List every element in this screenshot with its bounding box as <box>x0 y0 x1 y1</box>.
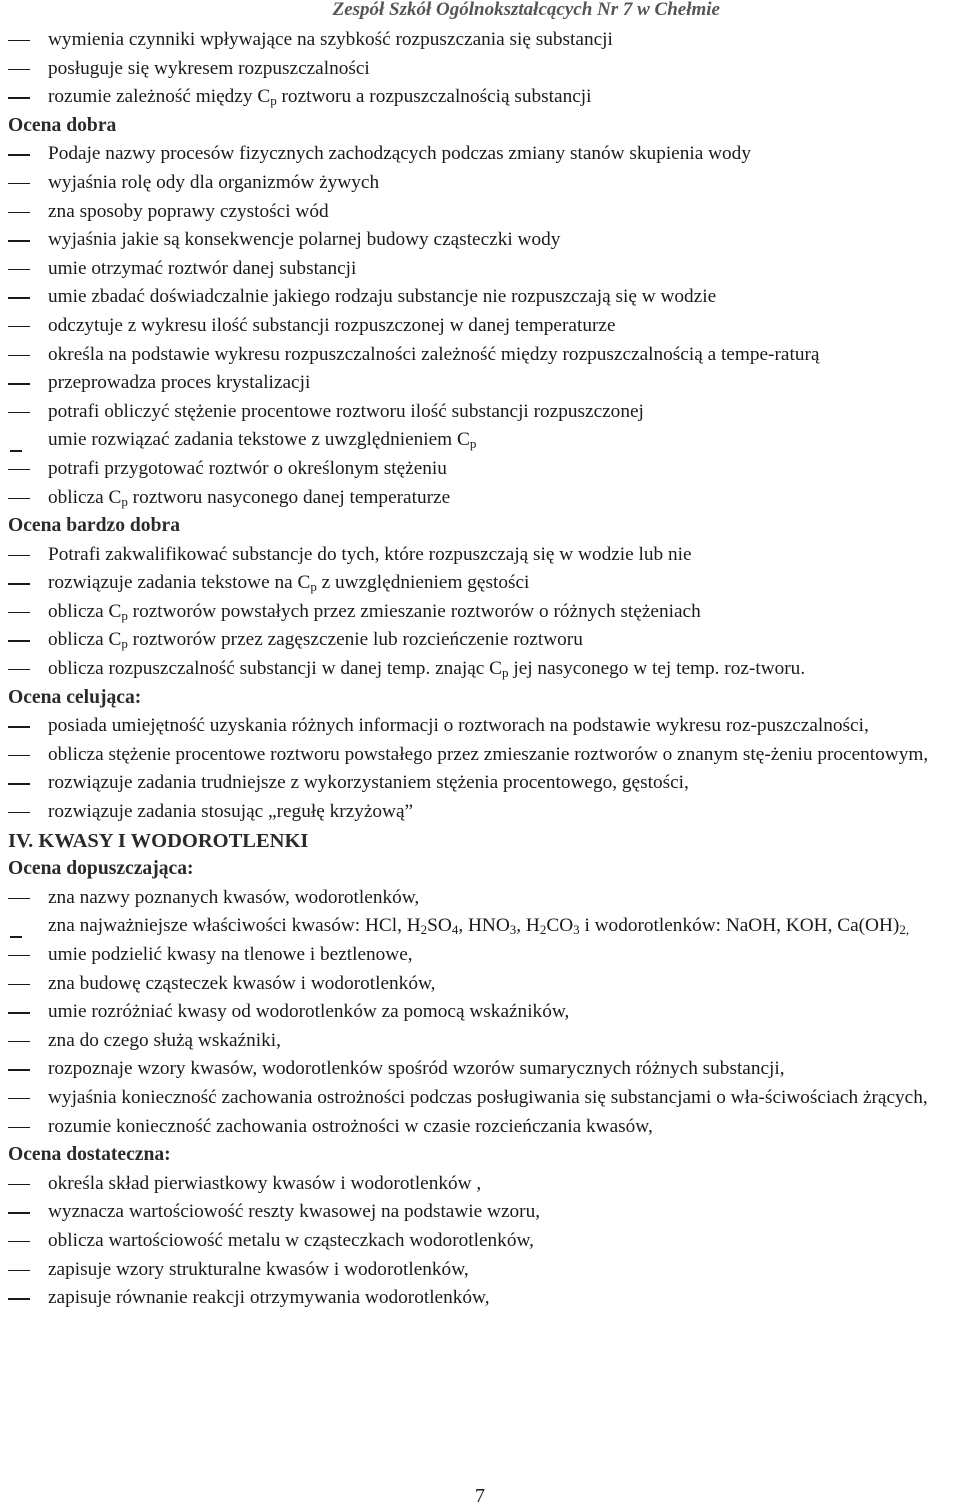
section-heading: Ocena dopuszczająca: <box>8 858 194 880</box>
text-run: roztworu nasyconego danej temperaturze <box>127 486 451 508</box>
dash-bullet-icon <box>8 726 30 727</box>
list-item-text <box>48 1058 785 1079</box>
list-item-text <box>48 544 692 565</box>
list-item-text <box>48 973 435 994</box>
text-run: SO <box>427 915 452 937</box>
list-item-text <box>48 286 716 307</box>
subscript-text: p <box>270 93 277 109</box>
list-item-text <box>48 944 413 965</box>
list-item-text <box>48 1116 653 1137</box>
dash-bullet-icon <box>8 1184 30 1185</box>
dash-bullet-icon <box>8 297 30 298</box>
list-item-text <box>48 429 476 450</box>
list-item-text <box>48 1230 534 1251</box>
text-run: Podaje nazwy procesów fizycznych zachodzących podczas zmiany stanów skupienia wody <box>48 143 751 165</box>
list-item-text <box>48 629 583 650</box>
text-run: roztworów przez zagęszczenie lub rozcieńczenie roztworu <box>127 629 583 651</box>
list-item-text <box>48 258 356 279</box>
list-item <box>8 169 954 198</box>
list-item <box>8 398 954 427</box>
subscript-text: p <box>310 579 317 595</box>
section-heading: Ocena bardzo dobra <box>8 515 180 537</box>
list-item-text <box>48 172 379 193</box>
text-run: zna najważniejsze właściwości kwasów: HCl, H <box>48 915 421 937</box>
text-run: z uwzględnieniem gęstości <box>316 572 530 594</box>
dash-bullet-icon <box>8 1241 30 1242</box>
text-run: Potrafi zakwalifikować substancje do tych, które rozpuszczają się w wodzie lub nie <box>48 543 692 565</box>
dash-bullet-icon <box>8 984 30 985</box>
list-item-text <box>48 1201 540 1222</box>
dash-bullet-icon <box>8 669 30 670</box>
text-run: oblicza wartościowość metalu w cząsteczkach wodorotlenków, <box>48 1229 534 1251</box>
list-item <box>8 55 954 84</box>
dash-bullet-icon <box>8 898 30 899</box>
subscript-text: p <box>469 436 477 452</box>
text-run: potrafi obliczyć stężenie procentowe roztworu ilość substancji rozpuszczonej <box>48 400 644 422</box>
list-item-text <box>48 401 644 422</box>
text-run: wyznacza wartościowość reszty kwasowej na podstawie wzoru, <box>48 1201 541 1223</box>
section-heading: Ocena celująca: <box>8 686 142 708</box>
list-item <box>8 1227 954 1256</box>
list-item-text <box>48 572 529 593</box>
text-run: roztworów powstałych przez zmieszanie roztworów o różnych stężeniach <box>127 600 701 622</box>
list-item <box>8 998 954 1027</box>
dash-bullet-icon <box>8 612 30 613</box>
list-item-text <box>48 458 447 479</box>
text-run: , HNO <box>458 915 510 937</box>
dash-bullet-icon <box>8 955 30 956</box>
dash-bullet-icon <box>8 240 30 241</box>
page-header: Zespół Szkół Ogólnokształcących Nr 7 w Chełmie <box>332 0 720 20</box>
dash-bullet-icon <box>8 1270 30 1271</box>
dash-bullet-icon <box>8 1041 30 1042</box>
text-run: jej nasyconego w tej temp. roz-tworu. <box>508 658 806 680</box>
list-item <box>8 255 954 284</box>
text-run: oblicza C <box>48 629 122 651</box>
list-item <box>8 226 954 255</box>
text-run: wyjaśnia rolę ody dla organizmów żywych <box>48 171 380 193</box>
subscript-text: p <box>121 493 128 509</box>
text-run: rozpoznaje wzory kwasów, wodorotlenków spośród wzorów sumarycznych różnych substancji, <box>48 1058 785 1080</box>
dash-bullet-icon <box>8 640 30 641</box>
dash-bullet-icon <box>8 412 30 413</box>
dash-bullet-icon <box>8 154 30 155</box>
text-run: CO <box>546 915 574 937</box>
list-item-text <box>48 915 909 936</box>
list-item-text <box>48 1030 281 1051</box>
dash-bullet-icon <box>8 355 30 356</box>
list-item-text <box>48 201 329 222</box>
section-heading: IV. KWASY I WODOROTLENKI <box>8 829 309 852</box>
list-item <box>8 26 954 55</box>
list-item-text <box>48 887 419 908</box>
list-item <box>8 1113 954 1142</box>
list-item <box>8 769 954 798</box>
list-item <box>8 83 954 112</box>
text-run: umie rozróżniać kwasy od wodorotlenków za pomocą wskaźników, <box>48 1001 570 1023</box>
subscript-text: 3 <box>573 922 580 938</box>
list-item <box>8 484 954 513</box>
list-item <box>8 970 954 999</box>
text-run: , H <box>516 915 540 937</box>
list-item <box>8 426 954 455</box>
text-run: umie otrzymać roztwór danej substancji <box>48 257 357 279</box>
list-item <box>8 1256 954 1285</box>
list-item-text <box>48 1087 928 1108</box>
list-item-text <box>48 1287 490 1308</box>
text-run: wymienia czynniki wpływające na szybkość rozpuszczania się substancji <box>48 29 613 50</box>
list-item <box>8 598 954 627</box>
text-run: rozwiązuje zadania tekstowe na C <box>48 572 311 594</box>
list-item-text <box>48 1173 481 1194</box>
subscript-text: p <box>121 607 128 623</box>
list-item-text <box>48 1259 469 1280</box>
list-item <box>8 140 954 169</box>
document-body <box>8 26 954 1313</box>
list-item <box>8 569 954 598</box>
text-run: zapisuje równanie reakcji otrzymywania wodorotlenków, <box>48 1287 490 1309</box>
text-run: przeprowadza proces krystalizacji <box>48 372 311 394</box>
list-item <box>8 369 954 398</box>
list-item-text <box>48 658 805 679</box>
subscript-text: 2 <box>539 922 547 938</box>
dash-bullet-icon <box>8 469 30 470</box>
list-item <box>8 798 954 827</box>
dash-bullet-icon <box>8 1212 30 1213</box>
list-item-text <box>48 315 616 336</box>
dash-bullet-icon <box>10 936 22 937</box>
list-item-text <box>48 1001 569 1022</box>
list-item <box>8 198 954 227</box>
text-run: zna budowę cząsteczek kwasów i wodorotlenków, <box>48 972 436 994</box>
text-run: zna do czego służą wskaźniki, <box>48 1029 281 1051</box>
text-run: zna sposoby poprawy czystości wód <box>48 200 329 222</box>
list-item-text <box>48 58 370 79</box>
text-run: umie podzielić kwasy na tlenowe i beztlenowe, <box>48 944 413 965</box>
text-run: rozumie zależność między C <box>48 86 271 108</box>
dash-bullet-icon <box>8 69 30 70</box>
text-run: oblicza C <box>48 486 122 508</box>
text-run: rozwiązuje zadania trudniejsze z wykorzystaniem stężenia procentowego, gęstości, <box>48 772 689 794</box>
text-run: oblicza rozpuszczalność substancji w danej temp. znając C <box>48 658 503 680</box>
dash-bullet-icon <box>8 212 30 213</box>
list-item <box>8 1284 954 1313</box>
subscript-text: p <box>502 665 509 681</box>
list-item-text <box>48 344 819 365</box>
list-item <box>8 312 954 341</box>
dash-bullet-icon <box>8 383 30 384</box>
list-item <box>8 541 954 570</box>
dash-bullet-icon <box>10 450 22 451</box>
list-item <box>8 941 954 970</box>
dash-bullet-icon <box>8 1069 30 1070</box>
list-item <box>8 1198 954 1227</box>
text-run: oblicza C <box>48 600 122 622</box>
text-run: i wodorotlenków: NaOH, KOH, Ca(OH) <box>579 915 900 937</box>
list-item <box>8 1084 954 1113</box>
list-item-text <box>48 229 560 250</box>
list-item <box>8 341 954 370</box>
subscript-text: 2 <box>420 922 428 938</box>
text-run: określa na podstawie wykresu rozpuszczalności zależność między rozpuszczalnością a tempe-raturą <box>48 343 820 365</box>
page-number: 7 <box>475 1485 485 1507</box>
text-run: oblicza stężenie procentowe roztworu powstałego przez zmieszanie roztworów o znanym stę-żeniu procentowym, <box>48 743 929 765</box>
text-run: rozumie konieczność zachowania ostrożności w czasie rozcieńczania kwasów, <box>48 1115 653 1137</box>
list-item <box>8 455 954 484</box>
dash-bullet-icon <box>8 1098 30 1099</box>
dash-bullet-icon <box>8 755 30 756</box>
list-item <box>8 655 954 684</box>
dash-bullet-icon <box>8 555 30 556</box>
text-run: posługuje się wykresem rozpuszczalności <box>48 57 370 79</box>
dash-bullet-icon <box>8 1298 30 1299</box>
list-item-text <box>48 86 592 107</box>
list-item <box>8 626 954 655</box>
text-run: umie rozwiązać zadania tekstowe z uwzględnieniem C <box>48 429 470 451</box>
dash-bullet-icon <box>8 583 30 584</box>
text-run: rozwiązuje zadania stosując „regułę krzyżową” <box>48 801 414 823</box>
dash-bullet-icon <box>8 40 30 41</box>
text-run: potrafi przygotować roztwór o określonym stężeniu <box>48 457 447 479</box>
list-item <box>8 884 954 913</box>
subscript-text: 4 <box>451 922 459 938</box>
text-run: wyjaśnia konieczność zachowania ostrożności podczas posługiwania się substancjami o wła-ściwościach żrących, <box>48 1086 928 1108</box>
list-item <box>8 1170 954 1199</box>
list-item <box>8 912 954 941</box>
section-heading: Ocena dostateczna: <box>8 1144 171 1166</box>
text-run: odczytuje z wykresu ilość substancji rozpuszczonej w danej temperaturze <box>48 314 616 336</box>
dash-bullet-icon <box>8 1127 30 1128</box>
subscript-text: 3 <box>509 922 517 938</box>
list-item <box>8 741 954 770</box>
dash-bullet-icon <box>8 326 30 327</box>
subscript-text: p <box>121 636 128 652</box>
list-item <box>8 712 954 741</box>
dash-bullet-icon <box>8 183 30 184</box>
dash-bullet-icon <box>8 498 30 499</box>
text-run: zapisuje wzory strukturalne kwasów i wodorotlenków, <box>48 1258 469 1280</box>
dash-bullet-icon <box>8 269 30 270</box>
dash-bullet-icon <box>8 97 30 98</box>
subscript-text: 2, <box>899 922 910 938</box>
list-item <box>8 283 954 312</box>
dash-bullet-icon <box>8 812 30 813</box>
text-run: roztworu a rozpuszczalnością substancji <box>276 86 592 108</box>
list-item-text <box>48 601 701 622</box>
text-run: wyjaśnia jakie są konsekwencje polarnej budowy cząsteczki wody <box>48 229 561 251</box>
dash-bullet-icon <box>8 783 30 784</box>
list-item-text <box>48 744 928 765</box>
list-item-text <box>48 487 450 508</box>
text-run: zna nazwy poznanych kwasów, wodorotlenków, <box>48 886 420 908</box>
list-item <box>8 1055 954 1084</box>
dash-bullet-icon <box>8 1012 30 1013</box>
list-item-text <box>48 143 751 164</box>
list-item-text <box>48 772 689 793</box>
list-item <box>8 1027 954 1056</box>
list-item-text <box>48 29 613 50</box>
list-item-text <box>48 801 413 822</box>
section-heading: Ocena dobra <box>8 114 117 136</box>
list-item-text <box>48 372 310 393</box>
text-run: określa skład pierwiastkowy kwasów i wodorotlenków , <box>48 1172 482 1194</box>
text-run: posiada umiejętność uzyskania różnych informacji o roztworach na podstawie wykresu roz-puszczalności, <box>48 715 869 737</box>
text-run: umie zbadać doświadczalnie jakiego rodzaju substancje nie rozpuszczają się w wodzie <box>48 286 717 308</box>
list-item-text <box>48 715 869 736</box>
